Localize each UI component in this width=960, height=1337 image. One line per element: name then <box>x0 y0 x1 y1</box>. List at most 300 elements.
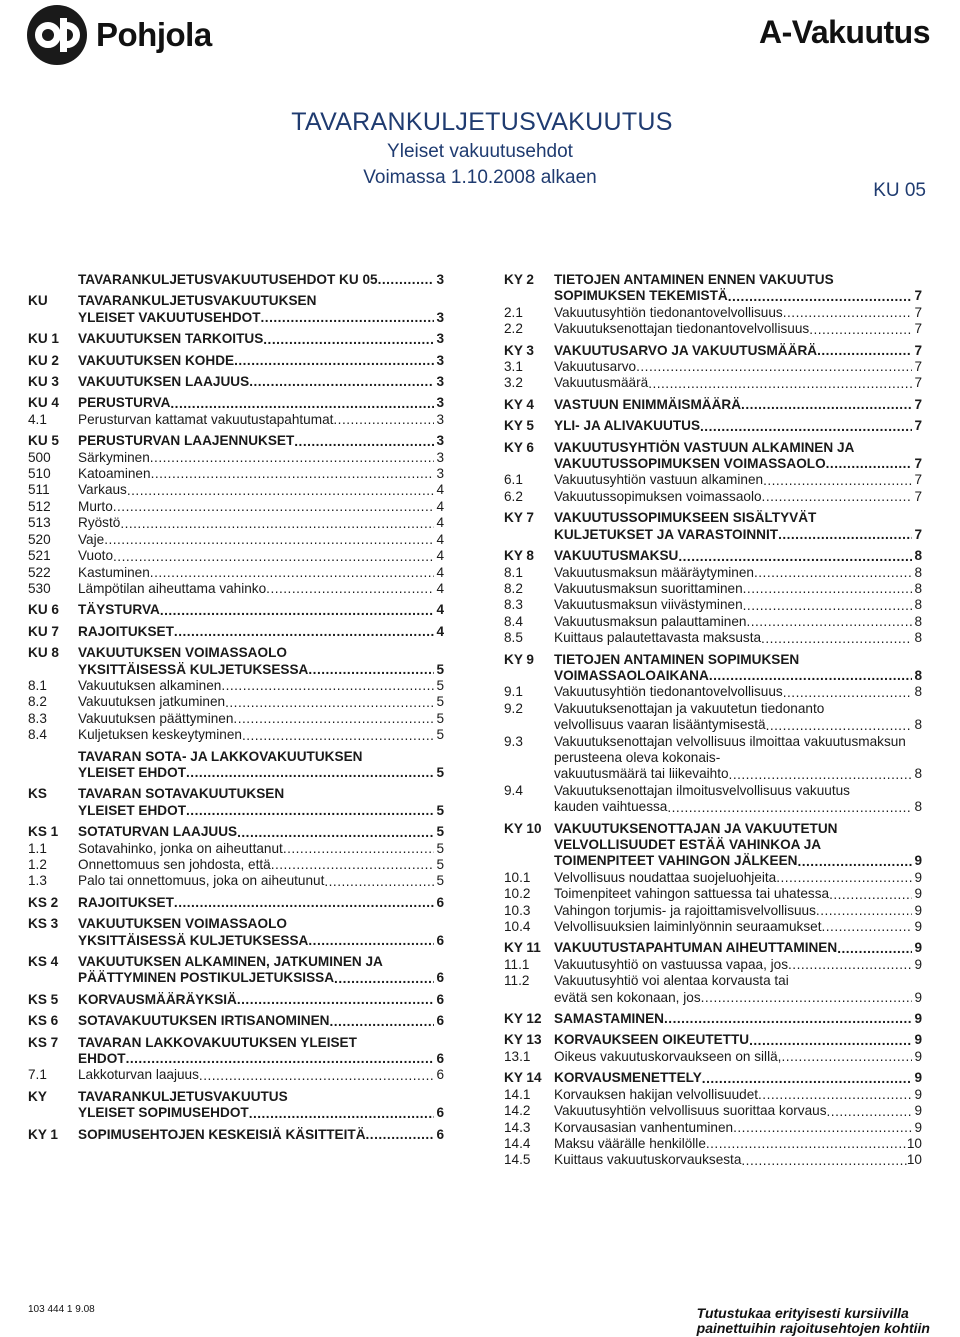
toc-entry-title <box>78 895 444 911</box>
toc-page-number: 3 <box>436 395 444 411</box>
toc-entry-title-text: VAKUUTUKSEN KOHDE <box>78 352 235 368</box>
toc-entry-title <box>78 331 444 347</box>
toc-dot-leader <box>783 685 912 701</box>
toc-entry-title <box>78 1089 444 1122</box>
toc-dot-leader <box>816 903 912 919</box>
toc-page-number: 6 <box>436 932 444 948</box>
toc-entry-title-lastline <box>78 1067 444 1083</box>
toc-dot-leader <box>788 957 912 973</box>
toc-entry-title <box>78 565 444 581</box>
toc-page-number: 6 <box>436 1105 444 1121</box>
toc-dot-leader <box>271 857 434 873</box>
toc-dot-leader <box>826 456 912 472</box>
toc-page-number: 10 <box>906 1135 922 1151</box>
toc-dot-leader <box>113 499 434 515</box>
toc-entry-title-text: Palo tai onnettomuus, joka on aiheutunut <box>78 873 325 889</box>
toc-entry-title-lastline <box>78 624 444 640</box>
toc-entry-number: 8.2 <box>28 694 47 710</box>
toc-entry-title-lastline <box>554 919 922 935</box>
toc-entry-title <box>554 321 922 337</box>
toc-entry <box>504 886 922 902</box>
toc-entry-title-lastline <box>78 1013 444 1029</box>
toc-entry-title <box>78 602 444 618</box>
toc-entry-title-lastline <box>554 853 922 869</box>
toc-entry-title <box>78 1067 444 1083</box>
toc-entry-title-text: Vakuutusyhtiön vastuun alkaminen <box>554 472 764 488</box>
toc-entry-title-text: VAKUUTUSSOPIMUKSEN VOIMASSAOLO <box>554 456 826 472</box>
toc-entry-title <box>78 548 444 564</box>
toc-entry-title-text: Onnettomuus sen johdosta, että <box>78 857 271 872</box>
toc-entry-number: KY 10 <box>504 820 542 836</box>
toc-entry-number: 522 <box>28 564 51 580</box>
toc-entry-title <box>78 857 444 873</box>
toc-entry-title-lastline <box>554 527 922 543</box>
toc-entry <box>28 532 444 548</box>
toc-entry-number: 10.4 <box>504 919 531 935</box>
toc-dot-leader <box>829 887 912 903</box>
toc-page-number: 8 <box>914 597 922 613</box>
toc-entry-title-lastline <box>554 1152 922 1168</box>
toc-entry-title-text: VASTUUN ENIMMÄISMÄÄRÄ <box>554 396 742 412</box>
toc-entry-title-text: SOTAVAKUUTUKSEN IRTISANOMINEN <box>78 1013 330 1029</box>
toc-entry-title-lastline <box>78 499 444 515</box>
toc-page-number: 9 <box>914 1070 922 1086</box>
toc-entry-number: 2.2 <box>504 321 523 337</box>
toc-page-number: 5 <box>436 824 444 840</box>
toc-entry-title <box>78 678 444 694</box>
toc-entry-title <box>554 1087 922 1103</box>
toc-page-number: 3 <box>436 331 444 347</box>
toc-entry-title-lastline <box>78 1051 444 1067</box>
toc-entry-title-text: Velvollisuus noudattaa suojeluohjeita <box>554 869 777 885</box>
toc-entry-title-text: YLEISET EHDOT <box>78 764 187 780</box>
toc-entry-title-text: SOPIMUKSEN TEKEMISTÄ <box>554 288 728 304</box>
toc-dot-leader <box>261 310 434 326</box>
toc-entry <box>28 272 444 288</box>
toc-entry-title <box>554 630 922 646</box>
toc-entry-title-text: VAKUUTUSARVO JA VAKUUTUSMÄÄRÄ <box>554 342 818 358</box>
toc-page-number: 6 <box>436 991 444 1007</box>
toc-entry-title-text: Lämpötilan aiheuttama vahinko <box>78 580 267 596</box>
toc-entry-title <box>78 581 444 597</box>
toc-entry <box>504 597 922 613</box>
toc-entry-number: 4.1 <box>28 411 47 427</box>
toc-entry-title-text: Vakuutusmaksun määräytyminen <box>554 564 754 580</box>
toc-entry <box>504 903 922 919</box>
toc-entry-number: 3.2 <box>504 375 523 391</box>
toc-entry-title-lastline <box>78 466 444 482</box>
toc-entry-title <box>554 343 922 359</box>
toc-page-number: 9 <box>914 1032 922 1048</box>
toc-dot-leader <box>702 1071 912 1087</box>
toc-entry-title-text: Vakuutuksen jatkuminen <box>78 694 226 710</box>
toc-page-number: 8 <box>914 717 922 733</box>
toc-entry-title <box>78 694 444 710</box>
toc-entry-title-text: Ryöstö <box>78 515 121 531</box>
toc-entry <box>504 821 922 870</box>
toc-entry-title-lastline <box>78 310 444 326</box>
pohjola-logo <box>26 4 212 66</box>
toc-entry-title-text: Vakuutuksen päättyminen <box>78 710 234 726</box>
toc-entry-title-text: Vakuutusyhtiön tiedonantovelvollisuus <box>554 304 783 320</box>
toc-entry <box>504 548 922 564</box>
toc-page-number: 5 <box>436 694 444 710</box>
toc-dot-leader <box>667 800 912 816</box>
toc-page-number: 7 <box>914 472 922 488</box>
toc-entry-number: 11.2 <box>504 973 530 989</box>
toc-entry-number: 8.1 <box>504 564 523 580</box>
toc-entry-number: 9.3 <box>504 733 523 749</box>
toc-entry-number: KS 1 <box>28 824 59 840</box>
toc-entry-number: 2.1 <box>504 304 523 320</box>
toc-entry-number: 510 <box>28 466 51 482</box>
toc-entry-title <box>554 1070 922 1086</box>
toc-dot-leader <box>743 581 912 597</box>
toc-entry-title-text: Murto <box>78 498 113 514</box>
toc-entry-title-text: SOPIMUSEHTOJEN KESKEISIÄ KÄSITTEITÄ <box>78 1126 366 1142</box>
toc-dot-leader <box>150 565 434 581</box>
toc-entry-title <box>78 272 444 288</box>
toc-entry-number: KU 2 <box>28 352 59 368</box>
title-block <box>0 108 960 189</box>
toc-entry <box>504 1087 922 1103</box>
toc-page-number: 8 <box>914 613 922 629</box>
toc-entry-title <box>554 1152 922 1168</box>
toc-page-number: 5 <box>436 661 444 677</box>
toc-entry-number: KY 8 <box>504 548 534 564</box>
toc-entry-number: KY 6 <box>504 439 534 455</box>
toc-entry-number: 11.1 <box>504 956 530 972</box>
toc-dot-leader <box>160 603 434 619</box>
toc-entry <box>28 727 444 743</box>
toc-entry-title-text: Vakuutusmaksun palauttaminen <box>554 613 747 629</box>
toc-entry-title-text: Vahingon torjumis- ja rajoittamisvelvollisuus <box>554 902 816 918</box>
toc-dot-leader <box>120 516 434 532</box>
toc-page-number: 6 <box>436 1126 444 1142</box>
toc-page-number: 8 <box>914 548 922 564</box>
toc-entry-title-lastline <box>554 799 922 815</box>
toc-entry <box>28 548 444 564</box>
toc-entry-title-line: Vakuutusyhtiö voi alentaa korvausta tai <box>554 973 789 989</box>
toc-dot-leader <box>378 272 434 288</box>
toc-page-number: 5 <box>436 710 444 726</box>
toc-entry-number: KY 2 <box>504 272 534 287</box>
toc-entry-title-text: Korvauksen hakijan velvollisuudet <box>554 1086 759 1102</box>
toc-entry-title <box>78 1035 444 1068</box>
toc-page-number: 7 <box>914 321 922 337</box>
toc-entry-title <box>78 395 444 411</box>
toc-entry-title <box>78 1127 444 1143</box>
toc-entry-number: KY 14 <box>504 1070 542 1086</box>
footer-note-line-1: Tutustukaa erityisesti kursiivilla <box>696 1305 909 1321</box>
toc-dot-leader <box>762 489 912 505</box>
toc-entry-title-lastline <box>554 957 922 973</box>
toc-entry <box>504 305 922 321</box>
toc-page-number: 3 <box>436 374 444 390</box>
toc-entry-number: KY <box>28 1088 47 1104</box>
toc-entry-title-text: PERUSTURVAN LAAJENNUKSET <box>78 433 295 449</box>
toc-entry-title <box>554 1032 922 1048</box>
toc-dot-leader <box>733 1120 912 1136</box>
toc-entry-number: 7.1 <box>28 1067 47 1083</box>
toc-entry-title-text: vakuutusmäärä tai liikevaihto <box>554 766 729 782</box>
toc-page-number: 4 <box>436 580 444 596</box>
toc-entry-title-lastline <box>554 1049 922 1065</box>
toc-entry-title-lastline <box>554 766 922 782</box>
footer-print-code: 103 444 1 9.08 <box>28 1304 95 1315</box>
toc-entry-title-text: YKSITTÄISESSÄ KULJETUKSESSA <box>78 932 309 948</box>
toc-dot-leader <box>294 434 434 450</box>
toc-entry <box>28 824 444 840</box>
toc-dot-leader <box>709 668 912 684</box>
toc-entry-title <box>554 472 922 488</box>
toc-entry-title <box>78 624 444 640</box>
toc-entry-title <box>554 1136 922 1152</box>
toc-page-number: 5 <box>436 764 444 780</box>
toc-dot-leader <box>186 765 434 781</box>
toc-entry-title-lastline <box>78 331 444 347</box>
toc-entry-number: KU <box>28 293 48 309</box>
toc-entry-title-lastline <box>554 614 922 630</box>
toc-page-number: 4 <box>436 515 444 531</box>
toc-entry-title <box>554 1049 922 1065</box>
toc-dot-leader <box>242 728 434 744</box>
toc-entry-title <box>78 824 444 840</box>
toc-dot-leader <box>199 1068 434 1084</box>
toc-entry-number: KS <box>28 786 47 802</box>
toc-entry-title-line: VAKUUTUKSEN ALKAMINEN, JATKUMINEN JA <box>78 954 383 970</box>
toc-entry-title-lastline <box>554 717 922 733</box>
toc-entry-title-lastline <box>554 990 922 1006</box>
toc-page-number: 3 <box>436 466 444 482</box>
toc-entry-title-text: YLEISET SOPIMUSEHDOT <box>78 1105 249 1121</box>
toc-entry-number: 13.1 <box>504 1048 531 1064</box>
toc-dot-leader <box>700 419 912 435</box>
toc-entry-title <box>554 597 922 613</box>
toc-entry-number: 9.2 <box>504 700 523 716</box>
toc-entry-number: KY 9 <box>504 651 534 667</box>
toc-page-number: 10 <box>906 1152 922 1168</box>
toc-entry-title-lastline <box>78 857 444 873</box>
toc-entry-number: 1.2 <box>28 857 47 872</box>
toc-entry-title-text: Särkyminen <box>78 449 150 465</box>
toc-entry-title-text: Oikeus vakuutuskorvaukseen on sillä, <box>554 1048 782 1064</box>
toc-page-number: 7 <box>914 526 922 542</box>
toc-entry <box>504 783 922 816</box>
toc-entry-number: 513 <box>28 515 51 531</box>
toc-entry <box>28 841 444 857</box>
toc-entry-title-lastline <box>78 803 444 819</box>
toc-entry-title-lastline <box>554 870 922 886</box>
toc-entry-title-lastline <box>554 472 922 488</box>
toc-entry-title-lastline <box>78 824 444 840</box>
toc-entry-title <box>78 293 444 326</box>
brand-a-vakuutus: A-Vakuutus <box>758 14 930 50</box>
toc-entry <box>28 873 444 889</box>
toc-dot-leader <box>308 662 434 678</box>
toc-page-number: 9 <box>914 989 922 1005</box>
footer-note-line-2: painettuihin rajoitusehtojen kohtiin <box>696 1320 930 1336</box>
toc-entry <box>504 397 922 413</box>
toc-page-number: 3 <box>436 272 444 287</box>
toc-entry-number: KU 1 <box>28 331 59 347</box>
toc-entry-title-text: TÄYSTURVA <box>78 602 160 618</box>
toc-page-number: 8 <box>914 630 922 646</box>
toc-entry-title-lastline <box>78 1105 444 1121</box>
toc-entry-title <box>78 1013 444 1029</box>
toc-dot-leader <box>127 483 434 499</box>
toc-entry-title <box>78 749 444 782</box>
toc-dot-leader <box>648 376 912 392</box>
toc-entry <box>28 499 444 515</box>
toc-page-number: 9 <box>914 886 922 902</box>
document-code: KU 05 <box>873 180 926 201</box>
toc-entry-title-text: Vakuutussopimuksen voimassaolo <box>554 488 762 504</box>
toc-entry-title <box>554 510 922 543</box>
toc-dot-leader <box>174 624 434 640</box>
toc-dot-leader <box>746 614 912 630</box>
toc-entry-title <box>554 903 922 919</box>
toc-page-number: 4 <box>436 623 444 639</box>
toc-entry-title <box>78 499 444 515</box>
toc-entry <box>504 359 922 375</box>
toc-page-number: 7 <box>914 396 922 412</box>
toc-dot-leader <box>249 1106 434 1122</box>
toc-dot-leader <box>636 359 912 375</box>
toc-entry-number: KS 5 <box>28 991 59 1007</box>
toc-entry-title-text: Vakuutusmäärä <box>554 375 649 391</box>
toc-entry-title-text: RAJOITUKSET <box>78 623 174 639</box>
toc-entry-title <box>554 1120 922 1136</box>
toc-entry-title-lastline <box>78 482 444 498</box>
toc-entry-title-lastline <box>554 903 922 919</box>
toc-entry-title <box>78 873 444 889</box>
toc-page-number: 3 <box>436 352 444 368</box>
toc-entry-title-text: Kuljetuksen keskeytyminen <box>78 727 242 743</box>
toc-entry-title <box>78 645 444 678</box>
toc-entry-title-lastline <box>554 456 922 472</box>
toc-entry-title <box>78 992 444 1008</box>
toc-entry-title-lastline <box>78 433 444 449</box>
toc-entry-title-lastline <box>78 711 444 727</box>
toc-page-number: 7 <box>914 342 922 358</box>
toc-entry-title-text: Kastuminen <box>78 564 150 580</box>
toc-entry-title-line: TAVARANKULJETUSVAKUUTUKSEN <box>78 293 317 309</box>
toc-entry-title-text: VAKUUTUSMAKSU <box>554 548 679 564</box>
toc-page-number: 5 <box>436 840 444 856</box>
toc-entry-title-text: evätä sen kokonaan, jos <box>554 989 701 1005</box>
toc-entry-number: KY 11 <box>504 940 541 956</box>
toc-entry <box>28 515 444 531</box>
toc-entry-title-line: TAVARAN SOTA- JA LAKKOVAKUUTUKSEN <box>78 748 363 764</box>
toc-entry-number: 8.4 <box>504 613 523 629</box>
toc-entry <box>504 1032 922 1048</box>
toc-entry <box>28 895 444 911</box>
toc-entry-title-text: Kuittaus vakuutuskorvauksesta <box>554 1152 742 1168</box>
toc-entry <box>504 734 922 783</box>
toc-entry-title <box>554 701 922 734</box>
toc-page-number: 8 <box>914 799 922 815</box>
toc-entry-title-text: KORVAUSMENETTELY <box>554 1070 702 1086</box>
toc-entry-title-text: YLI- JA ALIVAKUUTUS <box>554 418 701 434</box>
toc-entry-title-text: YLEISET VAKUUTUSEHDOT <box>78 309 261 325</box>
toc-entry-title-lastline <box>554 1120 922 1136</box>
toc-entry-title-text: KORVAUSMÄÄRÄYKSIÄ <box>78 991 237 1007</box>
toc-entry-title <box>78 711 444 727</box>
toc-entry-title-lastline <box>78 765 444 781</box>
toc-dot-leader <box>701 990 912 1006</box>
toc-entry-title-lastline <box>78 395 444 411</box>
toc-dot-leader <box>283 841 434 857</box>
toc-entry-title <box>554 489 922 505</box>
toc-entry-title-lastline <box>78 970 444 986</box>
toc-entry-number: 10.3 <box>504 902 531 918</box>
toc-entry <box>28 1127 444 1143</box>
toc-entry-title <box>78 450 444 466</box>
toc-entry-title <box>554 565 922 581</box>
toc-dot-leader <box>170 396 434 412</box>
toc-entry <box>28 353 444 369</box>
validity-date: Voimassa 1.10.2008 alkaen <box>363 167 597 188</box>
toc-entry-number: 521 <box>28 548 51 564</box>
toc-entry <box>504 652 922 685</box>
toc-page-number: 7 <box>914 288 922 304</box>
toc-page-number: 9 <box>914 1103 922 1119</box>
toc-page-number: 9 <box>914 902 922 918</box>
toc-entry-title-lastline <box>554 597 922 613</box>
document-title: TAVARANKULJETUSVAKUUTUS <box>291 108 673 136</box>
toc-entry <box>504 870 922 886</box>
toc-entry-title-lastline <box>554 581 922 597</box>
toc-entry-title-text: Korvausasian vanhentuminen <box>554 1119 734 1135</box>
toc-page-number: 5 <box>436 857 444 872</box>
toc-entry-title-lastline <box>554 375 922 391</box>
toc-entry-title <box>554 581 922 597</box>
toc-entry-title <box>78 466 444 482</box>
toc-entry-title <box>554 418 922 434</box>
toc-entry-title-text: VAKUUTUSTAPAHTUMAN AIHEUTTAMINEN <box>554 940 838 956</box>
toc-dot-leader <box>743 598 912 614</box>
toc-entry-title-lastline <box>78 873 444 889</box>
toc-page-number: 4 <box>436 482 444 498</box>
toc-dot-leader <box>821 919 912 935</box>
toc-entry-title-line: Vakuutuksenottajan ja vakuutetun tiedonanto <box>554 700 825 716</box>
toc-entry-title <box>78 786 444 819</box>
toc-dot-leader <box>151 466 434 482</box>
toc-page-number: 5 <box>436 802 444 818</box>
toc-entry <box>504 343 922 359</box>
toc-entry <box>504 321 922 337</box>
toc-dot-leader <box>827 1104 912 1120</box>
brand-name: Pohjola <box>96 16 212 53</box>
toc-entry-title-lastline <box>78 532 444 548</box>
toc-dot-leader <box>186 803 434 819</box>
toc-entry-number: KS 2 <box>28 894 59 910</box>
toc-entry-title-text: KULJETUKSET JA VARASTOINNIT <box>554 526 779 542</box>
toc-entry-title-text: SOTATURVAN LAAJUUS <box>78 824 238 840</box>
toc-entry-title-text: Vakuutusarvo <box>554 359 637 375</box>
toc-entry-title-lastline <box>78 353 444 369</box>
toc-entry <box>504 1011 922 1027</box>
toc-page-number: 9 <box>914 940 922 956</box>
toc-dot-leader <box>263 332 434 348</box>
toc-entry-title <box>554 652 922 685</box>
toc-dot-leader <box>837 941 912 957</box>
toc-page-number: 9 <box>914 1119 922 1135</box>
toc-page-number: 4 <box>436 564 444 580</box>
toc-entry-title-lastline <box>78 992 444 1008</box>
toc-entry-number: KU 5 <box>28 433 59 449</box>
